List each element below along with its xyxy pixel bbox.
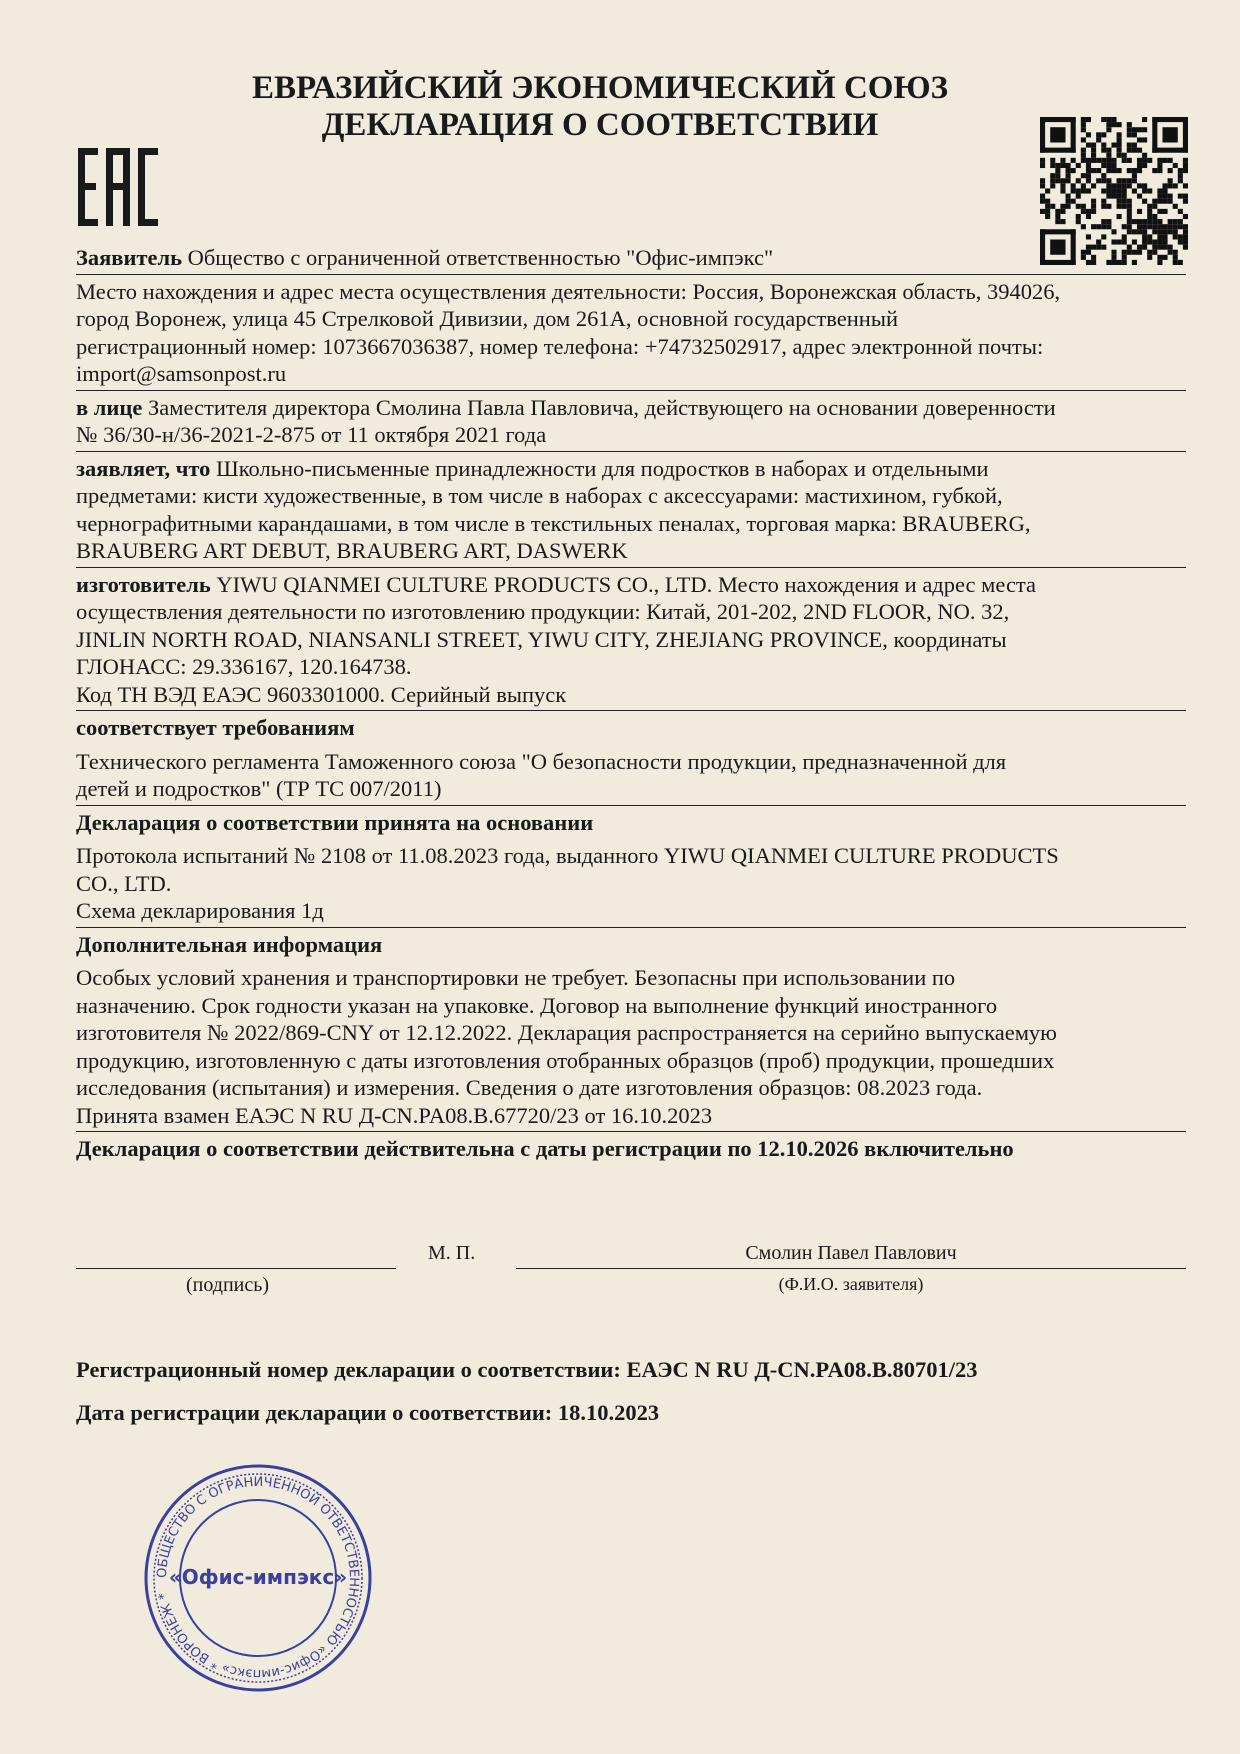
divider <box>76 805 1186 806</box>
stamp-ring-text: ОБЩЕСТВО С ОГРАНИЧЕННОЙ ОТВЕТСТВЕННОСТЬЮ «Офис-импэкс» * ВОРОНЕЖ * <box>154 1474 362 1682</box>
representative-section <box>76 394 1186 449</box>
manufacturer-section <box>76 571 1186 709</box>
eac-logo <box>78 148 158 226</box>
divider <box>76 1131 1186 1132</box>
basis-heading: Декларация о соответствии принята на основании <box>76 809 594 835</box>
address-section <box>76 278 1186 388</box>
qr-code-icon <box>1040 117 1188 265</box>
signature-block <box>76 1240 1186 1300</box>
additional-line: Особых условий хранения и транспортировки не требует. Безопасны при использовании по <box>76 965 956 990</box>
divider <box>76 567 1186 568</box>
regulation-line: детей и подростков" (ТР ТС 007/2011) <box>76 776 442 801</box>
name-line <box>516 1268 1186 1269</box>
product-line: предметами: кисти художественные, в том числе в наборах с аксессуарами: мастихином, губкой, <box>76 483 1003 508</box>
applicant-label: Заявитель <box>76 245 182 270</box>
union-title: ЕВРАЗИЙСКИЙ ЭКОНОМИЧЕСКИЙ СОЮЗ <box>251 70 949 106</box>
manufacturer-line: осуществления деятельности по изготовлению продукции: Китай, 201-202, 2ND FLOOR, NO. 32, <box>76 599 1010 624</box>
signature-line <box>76 1268 396 1269</box>
product-line: BRAUBERG ART DEBUT, BRAUBERG ART, DASWERK <box>76 538 628 563</box>
applicant-name: Общество с ограниченной ответственностью "Офис-импэкс" <box>187 245 774 270</box>
hs-code-line: Код ТН ВЭД ЕАЭС 9603301000. Серийный выпуск <box>76 681 567 707</box>
declaration-body <box>76 244 1186 1163</box>
address-line: город Воронеж, улица 45 Стрелковой Дивизии, дом 261А, основной государственный <box>76 306 898 331</box>
manufacturer-line: YIWU QIANMEI CULTURE PRODUCTS CO., LTD. Место нахождения и адрес места <box>216 571 1037 597</box>
stamp-center-text: «Офис-импэкс» <box>168 1565 348 1589</box>
scheme-line: Схема декларирования 1д <box>76 898 324 923</box>
additional-line: изготовителя № 2022/869-CNY от 12.12.2022. Декларация распространяется на серийно выпускаемую <box>76 1020 1057 1045</box>
divider <box>76 451 1186 452</box>
document-title: ДЕКЛАРАЦИЯ О СООТВЕТСТВИИ <box>321 107 879 143</box>
applicant-line <box>76 244 1186 272</box>
basis-line: Протокола испытаний № 2108 от 11.08.2023 года, выданного YIWU QIANMEI CULTURE PRODUCTS <box>76 843 1059 868</box>
additional-heading: Дополнительная информация <box>76 931 383 957</box>
address-line: регистрационный номер: 1073667036387, номер телефона: +74732502917, адрес электронной почты: <box>76 333 1044 359</box>
product-line: Школьно-письменные принадлежности для подростков в наборах и отдельными <box>216 455 989 481</box>
additional-line: продукцию, изготовленную с даты изготовления отобранных образцов (проб) продукции, прошедших <box>76 1047 1055 1073</box>
product-section <box>76 455 1186 565</box>
complies-heading: соответствует требованиям <box>76 715 355 740</box>
additional-line: исследования (испытания) и измерения. Сведения о дате изготовления образцов: 08.2023 года. <box>76 1075 983 1100</box>
name-caption: (Ф.И.О. заявителя) <box>778 1274 924 1294</box>
manufacturer-label: изготовитель <box>76 571 211 597</box>
validity-line: Декларация о соответствии действительна с даты регистрации по 12.10.2026 включительно <box>76 1136 1014 1161</box>
divider <box>76 390 1186 391</box>
divider <box>76 710 1186 711</box>
additional-line: назначению. Срок годности указан на упаковке. Договор на выполнение функций иностранного <box>76 992 998 1018</box>
divider <box>76 274 1186 275</box>
manufacturer-line: ГЛОНАСС: 29.336167, 120.164738. <box>76 654 412 679</box>
representative-line: Заместителя директора Смолина Павла Павловича, действующего на основании доверенности <box>147 394 1056 420</box>
representative-line: № 36/30-н/36-2021-2-875 от 11 октября 2021 года <box>76 422 547 447</box>
representative-label: в лице <box>76 394 143 420</box>
signature-caption: (подпись) <box>186 1274 270 1296</box>
replaces-line: Принята взамен ЕАЭС N RU Д-CN.PA08.B.67720/23 от 16.10.2023 <box>76 1102 713 1128</box>
registration-number: Регистрационный номер декларации о соответствии: ЕАЭС N RU Д-CN.PA08.B.80701/23 <box>76 1357 978 1382</box>
seal-place-label: М. П. <box>428 1242 476 1264</box>
product-line: чернографитными карандашами, в том числе в текстильных пеналах, торговая марка: BRAUBERG, <box>76 510 1031 536</box>
basis-line: CO., LTD. <box>76 870 172 896</box>
address-line: Место нахождения и адрес места осуществления деятельности: Россия, Воронежская область, 394026, <box>76 278 1061 304</box>
manufacturer-line: JINLIN NORTH ROAD, NIANSANLI STREET, YIWU CITY, ZHEJIANG PROVINCE, координаты <box>76 626 1007 652</box>
company-stamp <box>140 1460 376 1696</box>
applicant-signatory-name: Смолин Павел Павлович <box>745 1242 957 1264</box>
regulation-line: Технического регламента Таможенного союза "О безопасности продукции, предназначенной для <box>76 748 1007 774</box>
registration-date: Дата регистрации декларации о соответствии: 18.10.2023 <box>76 1400 660 1425</box>
divider <box>76 927 1186 928</box>
declares-label: заявляет, что <box>76 455 211 481</box>
address-line: import@samsonpost.ru <box>76 361 287 386</box>
